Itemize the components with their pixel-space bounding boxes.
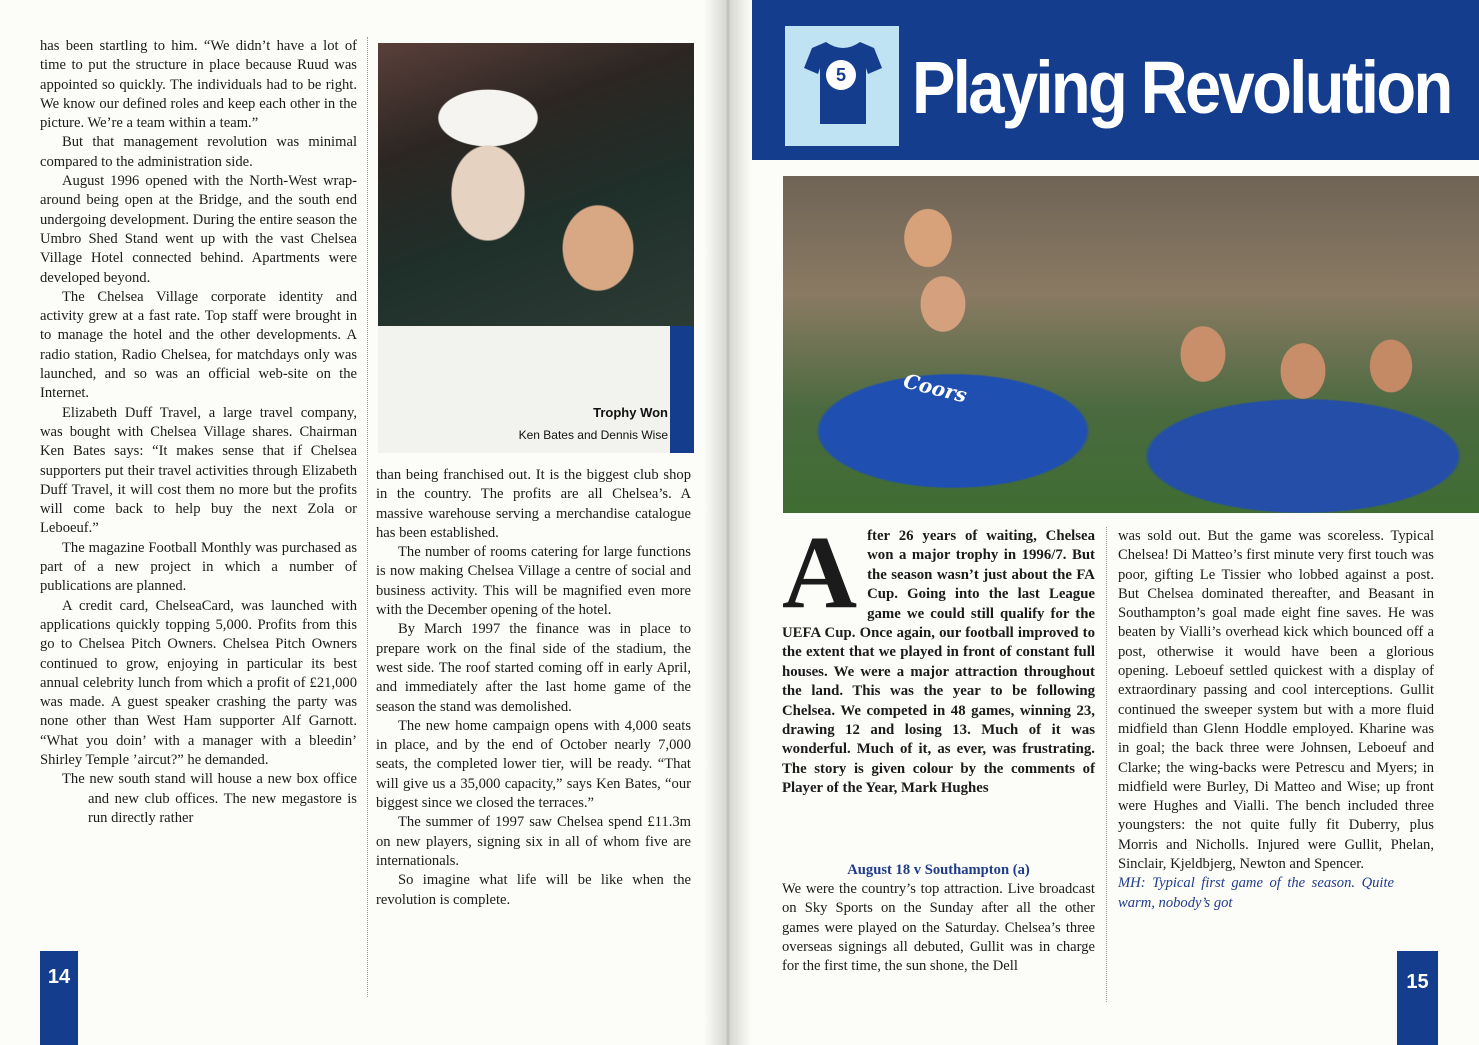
left-column-b: [376, 466, 691, 910]
paragraph: A credit card, ChelseaCard, was launched with applications quickly topping 5,000. Profits from this go to Chelsea Pitch Owners. Chelsea Pitch Owners continued to grow, enjoying in particular its best annual celebrity lunch from which a profit of £21,000 was made. A guest speaker crashing the party was none other than West Ham supporter Alf Garnott. “What you doin’ with a manager with a bleedin’ Shirley Temple ’aircut?” he demanded.: [40, 597, 357, 768]
photo-team-celebration: [783, 176, 1479, 513]
paragraph: The new home campaign opens with 4,000 seats in place, and by the end of October nearly 7,000 seats, the completed lower tier, will be ready. “That will give us a 35,000 capacity,” says Ken Bates, “our biggest since we closed the terraces.”: [376, 717, 691, 812]
paragraph: The number of rooms catering for large functions is now making Chelsea Village a centre of social and business activity. This will be magnified even more with the December opening of the hotel.: [376, 544, 691, 619]
chapter-number: 5: [826, 60, 856, 90]
chapter-title: Playing Revolution: [912, 46, 1451, 129]
left-column-a: [40, 37, 357, 828]
column-divider: [367, 37, 368, 997]
paragraph: The new south stand will house a new box office and new club offices. The new megastore is run directly rather: [62, 771, 357, 826]
right-column-d: [1118, 527, 1434, 913]
book-gutter: [704, 0, 752, 1045]
paragraph: Elizabeth Duff Travel, a large travel company, was bought with Chelsea Village shares. Chairman Ken Bates says: “It makes sense that if Chelsea supporters put their travel activities through Elizabeth Duff Travel, it will cost them no more but the profits will come back to help buy the next Zola or Leboeuf.”: [40, 404, 357, 537]
paragraph: than being franchised out. It is the biggest club shop in the country. The profits are all Chelsea’s. A massive warehouse serving a merchandise catalogue has been established.: [376, 467, 691, 541]
chapter-intro: [782, 515, 1095, 799]
paragraph: But that management revolution was minimal compared to the administration side.: [40, 134, 357, 170]
column-divider: [1106, 527, 1107, 1002]
photo-caption: [478, 405, 668, 444]
paragraph: The Chelsea Village corporate identity and activity grew at a fast rate. Top staff were brought in to manage the hotel and the other developments. A radio station, Radio Chelsea, for matchdays only was launched, and so was an official web-site on the Internet.: [40, 288, 357, 402]
intro-text: fter 26 years of waiting, Chelsea won a major trophy in 1996/7. But the season wasn’t just about the FA Cup. Going into the last League game we could still qualify for the UEFA Cup. Once again, our football improved to the extent that we played in front of constant full houses. We were a major attraction throughout the land. This was the year to be following Chelsea. We competed in 48 games, winning 23, drawing 12 and losing 13. Much of it was wonderful. Much of it, as ever, was frustrating. The story is given colour by the comments of Player of the Year, Mark Hughes: [782, 528, 1095, 797]
caption-subtitle: Ken Bates and Dennis Wise: [518, 428, 668, 442]
paragraph: So imagine what life will be like when the revolution is complete.: [376, 872, 691, 908]
right-column-c: [782, 880, 1095, 976]
paragraph: We were the country’s top attraction. Live broadcast on Sky Sports on the Sunday after all the other games were played on the Saturday. Chelsea’s three overseas signings all debuted, Gullit was in charge for the first time, the sun shone, the Dell: [782, 881, 1095, 975]
accent-bar: [670, 326, 694, 453]
caption-title: Trophy Won: [593, 405, 668, 420]
page-number-right: 15: [1397, 951, 1438, 1045]
shirt-sponsor-text: Coors: [901, 368, 970, 408]
paragraph: August 1996 opened with the North-West wrap-around being open at the Bridge, and the south end undergoing development. During the entire season the Umbro Shed Stand went up with the vast Chelsea Village Hotel connected behind. Apartments were developed beyond.: [40, 173, 357, 286]
page-number-left: 14: [40, 951, 78, 1045]
photo-trophy-won: [378, 43, 694, 453]
fixture-heading: August 18 v Southampton (a): [847, 862, 1030, 878]
drop-cap: A: [782, 515, 858, 630]
paragraph: The magazine Football Monthly was purchased as part of a new project in which a number of publications are planned.: [40, 539, 357, 595]
player-quote: MH: Typical first game of the season. Quite warm, nobody’s got: [1118, 875, 1394, 911]
paragraph: was sold out. But the game was scoreless. Typical Chelsea! Di Matteo’s first minute very first touch was poor, gifting Le Tissier who lobbed against a post. But Chelsea dominated thereafter, and Beasant in Southampton’s goal made eight fine saves. He was beaten by Vialli’s overhead kick which bounced off a post, otherwise it would have been a glorious opening. Leboeuf settled quickest with a display of extraordinary passing and cool interceptions. Gullit continued the sweeper system but with a more fluid midfield than Glenn Hoddle employed. Kharine was in goal; the back three were Johnsen, Leboeuf and Clarke; the wing-backs were Petrescu and Myers; in midfield were Burley, Di Matteo and Wise; up front were Hughes and Vialli. The bench included three youngsters: the not quite fully fit Duberry, plus Morris and Nicholls. Injured were Gullit, Phelan, Sinclair, Kjeldbjerg, Newton and Spencer.: [1118, 528, 1434, 873]
paragraph: The summer of 1997 saw Chelsea spend £11.3m on new players, signing six in all of whom five are internationals.: [376, 814, 691, 869]
photo-image: [378, 43, 694, 326]
paragraph: By March 1997 the finance was in place to prepare work on the final side of the stadium, the west side. The roof started coming off in early April, and immediately after the last home game of the season the stand was demolished.: [376, 621, 691, 715]
paragraph: has been startling to him. “We didn’t have a lot of time to put the structure in place because Ruud was appointed so quickly. The individuals had to be right. We know our defined roles and keep each other in the picture. We’re a team within a team.”: [40, 38, 357, 132]
